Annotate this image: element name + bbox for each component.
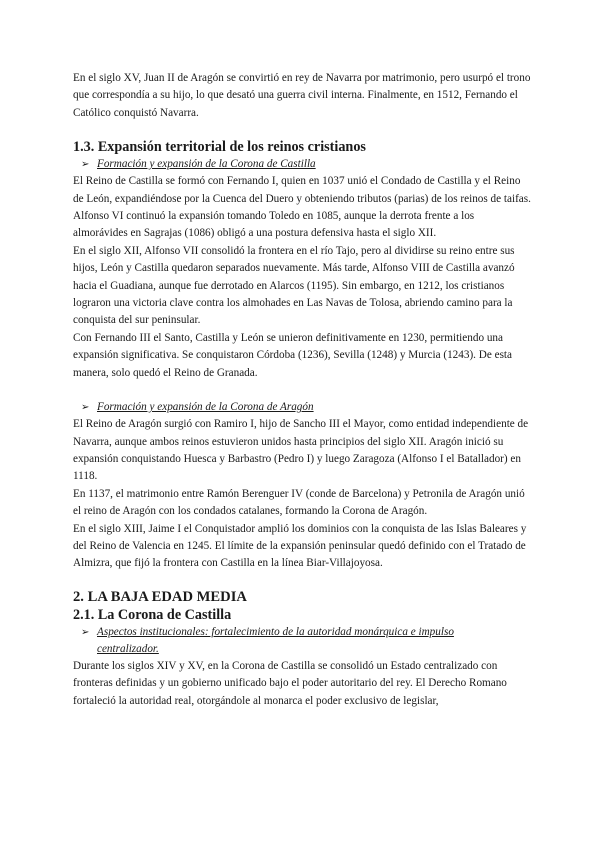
paragraph-castilla-3: Con Fernando III el Santo, Castilla y León se unieron definitivamente en 1230, permitiendo una expansión significativa. Se conquistaron Córdoba (1236), Sevilla (1248) y Murcia (1243). De esta manera, solo quedó el Reino de Granada. bbox=[73, 331, 513, 379]
section-heading-2: 2. LA BAJA EDAD MEDIA bbox=[73, 588, 247, 605]
paragraph-aragon-3: En el siglo XIII, Jaime I el Conquistador amplió los dominios con la conquista de las Islas Baleares y del Reino de Valencia en 1245. El límite de la expansión peninsular quedó definido con el Tratado de Almizra, que fijó la frontera con Castilla en la línea Biar-Villajoyosa. bbox=[73, 522, 527, 570]
paragraph-castilla-2: En el siglo XII, Alfonso VII consolidó la frontera en el río Tajo, pero al dividirse su reino entre sus hijos, León y Castilla quedaron separados nuevamente. Más tarde, Alfonso VIII de Castilla avanzó hacia el Guadiana, aunque fue derrotado en Alarcos (1195). Sin embargo, en 1212, los cristianos lograron una victoria clave contra los almohades en Las Navas de Tolosa, abriendo camino para la conquista del sur peninsular. bbox=[73, 244, 515, 327]
bullet-aspectos-text: Aspectos institucionales: fortalecimiento de la autoridad monárquica e impulso centralizador. bbox=[97, 625, 454, 655]
document-body bbox=[73, 70, 531, 710]
bullet-castilla bbox=[73, 156, 531, 173]
bullet-aragon-text: Formación y expansión de la Corona de Aragón bbox=[97, 401, 314, 414]
section-heading-2-1: 2.1. La Corona de Castilla bbox=[73, 606, 232, 623]
paragraph-navarra: En el siglo XV, Juan II de Aragón se convirtió en rey de Navarra por matrimonio, pero usurpó el trono que correspondía a su hijo, lo que desató una guerra civil interna. Finalmente, en 1512, Fernando el Católico conquistó Navarra. bbox=[73, 72, 531, 119]
arrow-bullet-icon: ➢ bbox=[81, 626, 90, 638]
arrow-bullet-icon: ➢ bbox=[81, 159, 90, 171]
paragraph-aragon-1: El Reino de Aragón surgió con Ramiro I, hijo de Sancho III el Mayor, como entidad independiente de Navarra, aunque ambos reinos estuvieron unidos hasta principios del siglo XII. Aragón inició su expansión conquistando Huesca y Barbastro (Pedro I) y luego Zaragoza (Alfonso I el Batallador) en 1118. bbox=[73, 418, 529, 483]
arrow-bullet-icon: ➢ bbox=[81, 402, 90, 414]
bullet-aspectos bbox=[73, 624, 531, 658]
paragraph-aragon-2: En 1137, el matrimonio entre Ramón Berenguer IV (conde de Barcelona) y Petronila de Aragón unió el reino de Aragón con los condados catalanes, formando la Corona de Aragón. bbox=[73, 487, 525, 518]
bullet-aragon bbox=[73, 399, 531, 416]
paragraph-castilla-baja-edad-media: Durante los siglos XIV y XV, en la Corona de Castilla se consolidó un Estado centralizado con fronteras definidas y un gobierno unificado bajo el poder autoritario del rey. El Derecho Romano fortaleció la autoridad real, otorgándole al monarca el poder exclusivo de legislar, bbox=[73, 659, 507, 707]
section-heading-1-3: 1.3. Expansión territorial de los reinos cristianos bbox=[73, 139, 366, 156]
paragraph-castilla-1: El Reino de Castilla se formó con Fernando I, quien en 1037 unió el Condado de Castilla y el Reino de León, expandiéndose por la Cuenca del Duero y obteniendo tributos (parias) de los reinos de taifas. Alfonso VI continuó la expansión tomando Toledo en 1085, aunque la derrota frente a los almorávides en Sagrajas (1086) obligó a una postura defensiva hasta el siglo XII. bbox=[73, 175, 531, 240]
bullet-castilla-text: Formación y expansión de la Corona de Castilla bbox=[97, 158, 316, 171]
